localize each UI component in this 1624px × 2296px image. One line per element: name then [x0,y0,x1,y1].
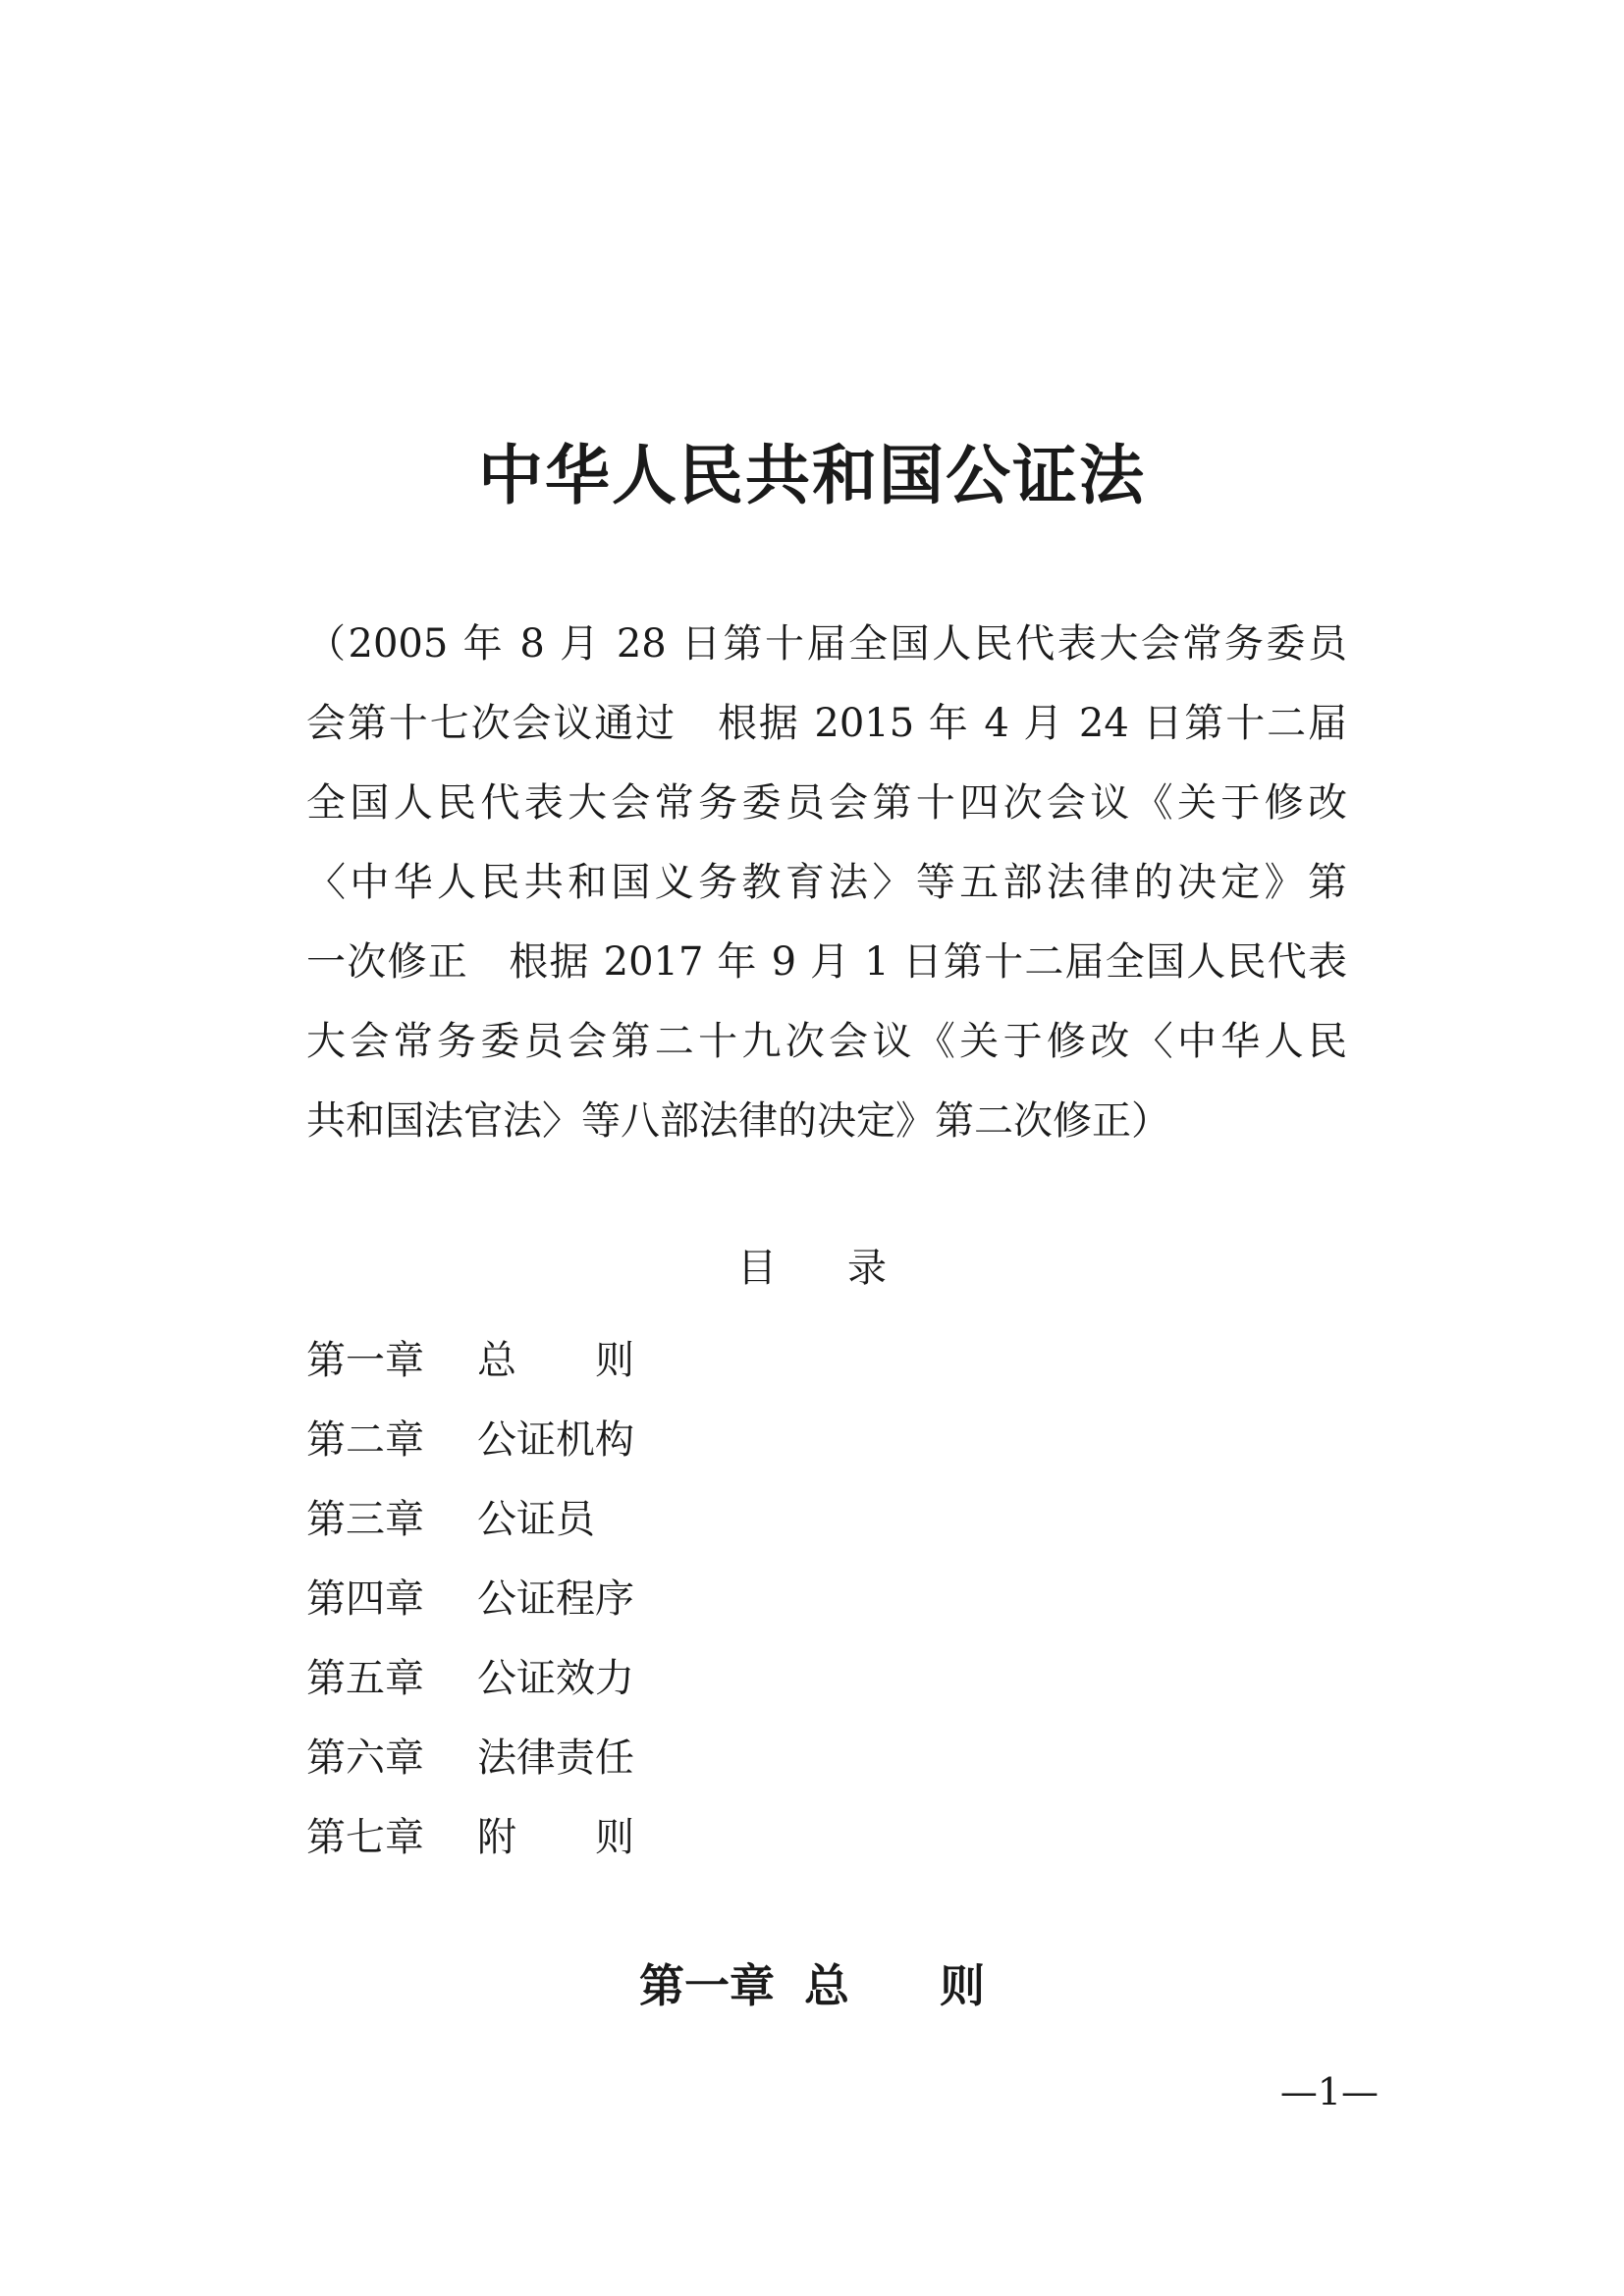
toc-item [306,1401,634,1480]
chapter-heading-number: 第一章 [639,1959,775,2012]
chapter-heading [0,1951,1624,2020]
chapter-heading-title: 总 则 [804,1959,985,2012]
toc-heading-char: 目 [737,1246,777,1291]
adoption-note-line: 〈中华人民共和国义务教育法〉等五部法律的决定》第 [306,860,1347,905]
table-of-contents [306,1321,634,1878]
toc-heading [0,1239,1624,1298]
adoption-note-line: （2005 年 8 月 28 日第十届全国人民代表大会常务委员 [306,621,1347,667]
toc-chapter-number: 第一章 [306,1338,424,1383]
toc-chapter-number: 第二章 [306,1417,424,1463]
toc-chapter-number: 第六章 [306,1735,424,1781]
adoption-note-line: 一次修正 根据 2017 年 9 月 1 日第十二届全国人民代表 [306,939,1347,985]
toc-chapter-title: 公证机构 [477,1417,634,1463]
toc-chapter-number: 第四章 [306,1576,424,1622]
toc-heading-char: 录 [847,1246,887,1291]
toc-chapter-title: 附 则 [477,1815,634,1860]
adoption-note-line: 共和国法官法〉等八部法律的决定》第二次修正） [306,1098,1170,1144]
toc-item [306,1798,634,1878]
toc-chapter-number: 第五章 [306,1656,424,1701]
document-title: 中华人民共和国公证法 [478,438,1146,513]
toc-chapter-title: 公证员 [477,1497,595,1542]
toc-chapter-title: 总 则 [477,1338,634,1383]
page-number: —1— [1279,2070,1379,2113]
toc-chapter-number: 第三章 [306,1497,424,1542]
toc-item [306,1719,634,1798]
toc-item [306,1480,634,1560]
toc-chapter-title: 公证程序 [477,1576,634,1622]
toc-item [306,1639,634,1719]
toc-chapter-title: 公证效力 [477,1656,634,1701]
adoption-note-line: 全国人民代表大会常务委员会第十四次会议《关于修改 [306,780,1347,826]
toc-chapter-number: 第七章 [306,1815,424,1860]
toc-item [306,1321,634,1401]
adoption-note-line: 会第十七次会议通过 根据 2015 年 4 月 24 日第十二届 [306,701,1347,746]
adoption-note [306,605,1347,1161]
toc-item [306,1560,634,1639]
toc-chapter-title: 法律责任 [477,1735,634,1781]
adoption-note-line: 大会常务委员会第二十九次会议《关于修改〈中华人民 [306,1019,1347,1064]
